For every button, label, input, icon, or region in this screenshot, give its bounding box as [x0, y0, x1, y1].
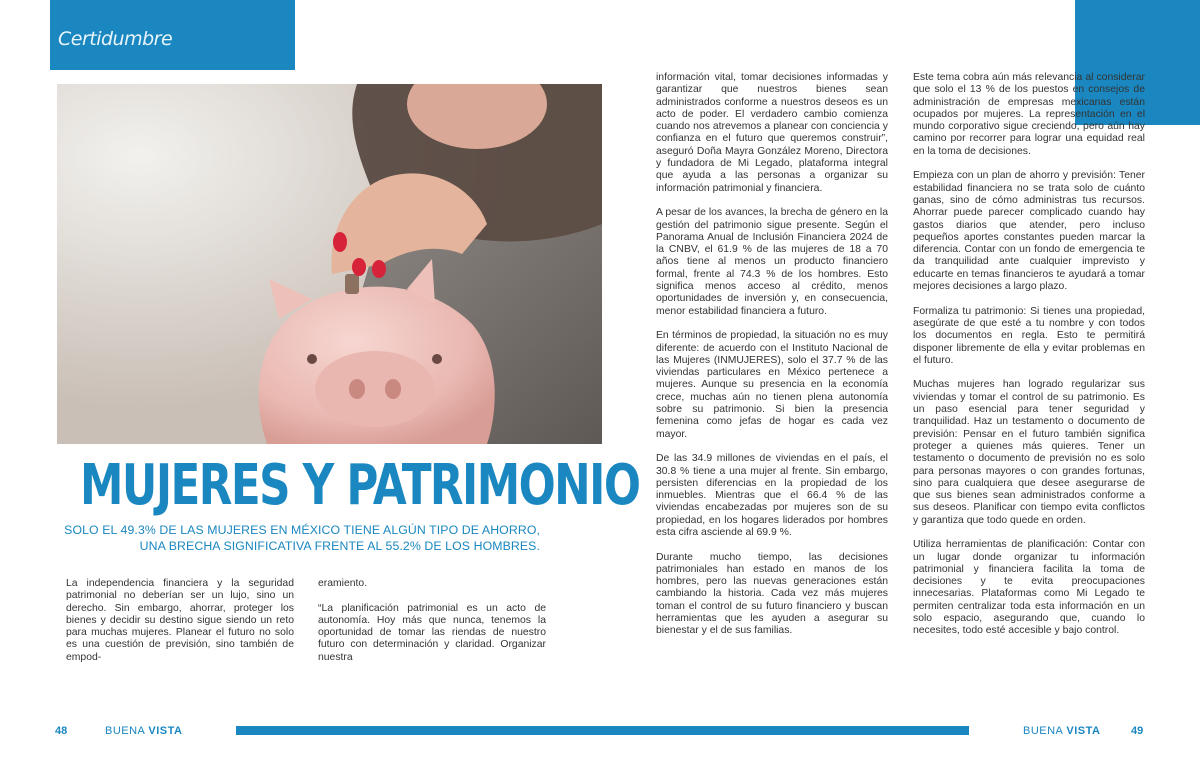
paragraph: Muchas mujeres han logrado regularizar sus viviendas y tomar el control de su patrimonio. Es un paso esencial para tener seguridad y tranquilidad. Haz un testamento o documento de previsión: Pensar en el futuro también significa proteger a quienes más quieres. Tener un testamento o documento de previsión no es solo para personas mayores o con grandes fortunas, sino para cualquiera que desee asegurarse de que sus bienes sean administrados conforme a sus deseos. Planificar con tiempo evita conflictos y garantiza que todo quede en orden.	[913, 379, 1145, 526]
piggy-bank-photo-icon	[57, 84, 602, 444]
brand-left	[105, 725, 182, 737]
brand-light: BUENA	[1023, 725, 1063, 737]
text-column-4	[913, 72, 1145, 638]
section-label: Certidumbre	[58, 28, 173, 50]
brand-bold: VISTA	[1066, 725, 1101, 737]
paragraph: eramiento.	[318, 578, 368, 589]
hero-image	[57, 84, 602, 444]
brand-light: BUENA	[105, 725, 145, 737]
paragraph: información vital, tomar decisiones informadas y garantizar que nuestros bienes sean administrados conforme a nuestros deseos es un acto de poder. El verdadero cambio comienza cuando nos atrevemos a planear con conciencia y confianza en el futuro que queremos construir”, aseguró Doña Mayra González Moreno, Directora y fundadora de Mi Legado, plataforma integral que ayuda a las personas a organizar su información patrimonial y financiera.	[656, 72, 888, 194]
footer-bar	[236, 726, 969, 735]
article-title: MUJERES Y PATRIMONIO	[80, 453, 640, 518]
paragraph: Utiliza herramientas de planificación: Contar con un lugar donde organizar tu información patrimonial y financiera facilita la toma de decisiones y te evita preocupaciones innecesarias. Plataformas como Mi Legado te permiten centralizar toda esta información en un solo espacio, asegurando que, cuando lo necesites, todo esté accesible y bajo control.	[913, 539, 1145, 637]
paragraph: La independencia financiera y la seguridad patrimonial no deberían ser un lujo, sino un derecho. Sin embargo, ahorrar, proteger los bienes y decidir su destino sigue siendo un reto para muchas mujeres. Planear el futuro no solo es una cuestión de previsión, sino también de empod-	[66, 578, 294, 663]
paragraph: De las 34.9 millones de viviendas en el país, el 30.8 % tiene a una mujer al frente. Sin embargo, persisten diferencias en la propiedad de los inmuebles. Mientras que el 66.4 % de las viviendas encabezadas por mujeres son de su propiedad, en los hogares liderados por hombres esta cifra asciende al 69.9 %.	[656, 453, 888, 538]
paragraph: “La planificación patrimonial es un acto de autonomía. Hoy más que nunca, tenemos la oportunidad de tomar las riendas de nuestro futuro con determinación y claridad. Organizar nuestra	[318, 602, 546, 663]
paragraph: En términos de propiedad, la situación no es muy diferente: de acuerdo con el Instituto Nacional de las Mujeres (INMUJERES), solo el 37.7 % de las viviendas particulares en México pertenece a mujeres. Aunque su presencia en la economía crece, muchas aún no tienen plena autonomía sobre su patrimonio. Si bien la presencia femenina como jefas de hogar es cada vez mayor.	[656, 330, 888, 440]
section-tab	[50, 0, 295, 70]
text-column-1	[66, 578, 294, 664]
paragraph: Este tema cobra aún más relevancia al considerar que solo el 13 % de los puestos en consejos de administración de empresas mexicanas están ocupados por mujeres. La representación en el mundo corporativo sigue creciendo, pero aún hay camino por recorrer para lograr una equidad real en la toma de decisiones.	[913, 72, 1145, 157]
brand-bold: VISTA	[148, 725, 183, 737]
paragraph: Durante mucho tiempo, las decisiones patrimoniales han estado en manos de los hombres, pero las nuevas generaciones están cambiando la historia. Cada vez más mujeres toman el control de su futuro financiero y buscan herramientas que les ayuden a asegurar su bienestar y el de sus familias.	[656, 551, 888, 637]
article-subtitle: SOLO EL 49.3% DE LAS MUJERES EN MÉXICO TIENE ALGÚN TIPO DE AHORRO, UNA BRECHA SIGNIFICATIVA FRENTE AL 55.2% DE LOS HOMBRES.	[64, 523, 540, 553]
paragraph: Formaliza tu patrimonio: Si tienes una propiedad, asegúrate de que esté a tu nombre y con todos los documentos en regla. Esto te permitirá disponer libremente de ella y evitar problemas en el futuro.	[913, 305, 1145, 366]
brand-right	[1023, 725, 1100, 737]
text-column-2	[318, 578, 546, 664]
paragraph: A pesar de los avances, la brecha de género en la gestión del patrimonio sigue presente. Según el Panorama Anual de Inclusión Financiera 2024 de la CNBV, el 61.9 % de las mujeres de 18 a 70 años tiene al menos un producto financiero formal, frente al 74.3 % de los hombres. Esto significa menos acceso al crédito, menos oportunidades de inversión y, en consecuencia, menor estabilidad financiera a futuro.	[656, 207, 888, 317]
paragraph: Empieza con un plan de ahorro y previsión: Tener estabilidad financiera no se trata solo de cuánto ganas, sino de cómo administras tus recursos. Ahorrar puede parecer complicado cuando hay gastos diarios que atender, pero incluso pequeños aportes constantes pueden marcar la diferencia. Contar con un fondo de emergencia te da tranquilidad ante cualquier imprevisto y educarte en temas financieros te ayudará a tomar mejores decisiones a largo plazo.	[913, 170, 1145, 293]
text-column-3	[656, 72, 888, 638]
page-number-left: 48	[55, 725, 68, 737]
page-number-right: 49	[1131, 725, 1144, 737]
